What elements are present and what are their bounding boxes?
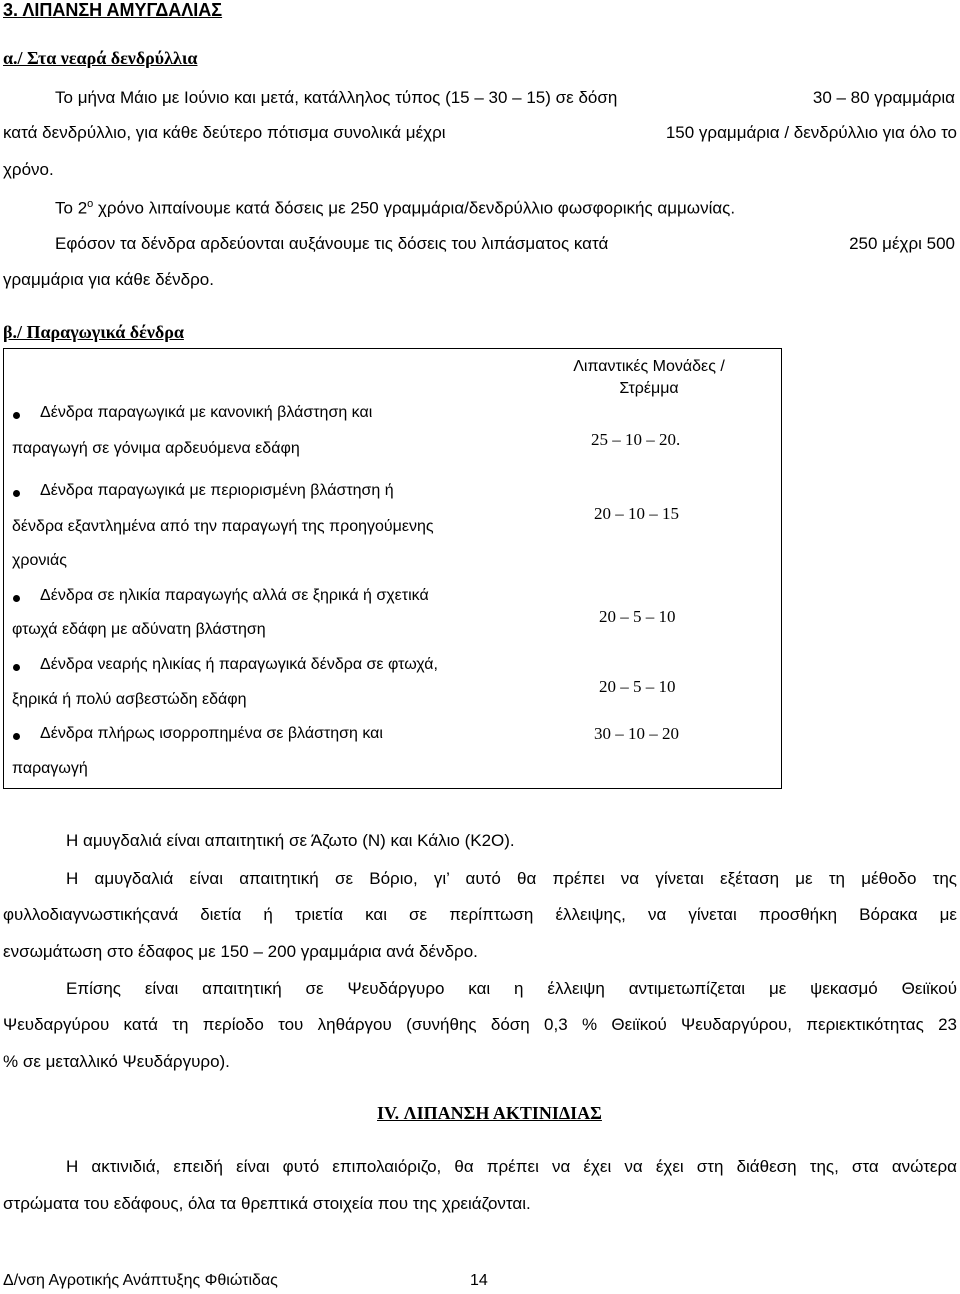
table-header-line: Λιπαντικές Μονάδες / bbox=[573, 358, 725, 375]
paragraph-line: % σε μεταλλικό Ψευδάργυρο). bbox=[3, 1052, 230, 1071]
table-row-value: 20 – 10 – 15 bbox=[594, 504, 679, 523]
table-row-desc: χρονιάς bbox=[12, 552, 67, 569]
paragraph-line: ενσωμάτωση στο έδαφος με 150 – 200 γραμμάρια ανά δένδρο. bbox=[3, 942, 478, 961]
table-row-desc: δένδρα εξαντλημένα από την παραγωγή της προηγούμενης bbox=[12, 518, 434, 535]
table-row-desc: Δένδρα παραγωγικά με περιορισμένη βλάστηση ή bbox=[40, 482, 394, 499]
paragraph-line: Εφόσον τα δένδρα αρδεύονται αυξάνουμε τις δόσεις του λιπάσματος κατά bbox=[55, 234, 609, 253]
paragraph-line-dose: 30 – 80 γραμμάρια bbox=[812, 88, 955, 107]
text-part: Το 2 bbox=[55, 198, 88, 218]
bullet-icon bbox=[13, 490, 20, 497]
paragraph-line-total: 150 γραμμάρια / δενδρύλλιο για όλο το bbox=[665, 123, 957, 142]
table-row-desc: φτωχά εδάφη με αδύνατη βλάστηση bbox=[12, 621, 266, 638]
paragraph-line: Η αμυγδαλιά είναι απαιτητική σε Βόριο, γι’ αυτό θα πρέπει να γίνεται εξέταση με τη μέθοδο της bbox=[66, 869, 957, 888]
table-row-value: 20 – 5 – 10 bbox=[599, 677, 676, 696]
paragraph-line: Η αμυγδαλιά είναι απαιτητική σε Άζωτο (Ν) και Κάλιο (Κ2Ο). bbox=[66, 831, 515, 850]
footer-page-number: 14 bbox=[470, 1272, 488, 1289]
section-heading-3: 3. ΛΙΠΑΝΣΗ ΑΜΥΓΔΑΛΙΑΣ bbox=[3, 0, 223, 20]
paragraph-line: Η ακτινιδιά, επειδή είναι φυτό επιπολαιόριζο, θα πρέπει να έχει να έχει στη διάθεση της, στα ανώτερα bbox=[66, 1157, 957, 1176]
table-row-value: 20 – 5 – 10 bbox=[599, 607, 676, 626]
paragraph-line: γραμμάρια για κάθε δένδρο. bbox=[3, 270, 214, 289]
subsection-title-b: β./ Παραγωγικά δένδρα bbox=[3, 322, 184, 342]
bullet-icon bbox=[13, 412, 20, 419]
table-row-value: 25 – 10 – 20. bbox=[591, 430, 681, 449]
bullet-icon bbox=[13, 595, 20, 602]
paragraph-line: κατά δενδρύλλιο, για κάθε δεύτερο πότισμα συνολικά μέχρι bbox=[3, 123, 446, 142]
text-part: χρόνο λιπαίνουμε κατά δόσεις με 250 γραμμάρια/δενδρύλλιο φωσφορικής αμμωνίας. bbox=[93, 198, 736, 218]
table-row-desc: παραγωγή bbox=[12, 760, 88, 777]
bullet-icon bbox=[13, 664, 20, 671]
paragraph-line: Επίσης είναι απαιτητική σε Ψευδάργυρο και η έλλειψη αντιμετωπίζεται με ψεκασμό Θειϊκού bbox=[66, 979, 957, 998]
table-row-desc: Δένδρα νεαρής ηλικίας ή παραγωγικά δένδρα σε φτωχά, bbox=[40, 656, 438, 673]
table-row-desc: παραγωγή σε γόνιμα αρδευόμενα εδάφη bbox=[12, 440, 300, 457]
footer-org: Δ/νση Αγροτικής Ανάπτυξης Φθιώτιδας bbox=[3, 1272, 278, 1289]
section-heading-iv: IV. ΛΙΠΑΝΣΗ ΑΚΤΙΝΙΔΙΑΣ bbox=[377, 1103, 602, 1123]
paragraph-line-dose: 250 μέχρι 500 bbox=[849, 234, 955, 253]
superscript: ο bbox=[87, 198, 94, 210]
table-header-line: Στρέμμα bbox=[619, 380, 679, 397]
paragraph-second-year bbox=[55, 198, 735, 219]
table-row-desc: Δένδρα σε ηλικία παραγωγής αλλά σε ξηρικά ή σχετικά bbox=[40, 587, 429, 604]
paragraph-line: χρόνο. bbox=[3, 160, 54, 179]
table-row-desc: Δένδρα πλήρως ισορροπημένα σε βλάστηση και bbox=[40, 725, 383, 742]
paragraph-line: στρώματα του εδάφους, όλα τα θρεπτικά στοιχεία που της χρειάζονται. bbox=[3, 1194, 531, 1213]
bullet-icon bbox=[13, 733, 20, 740]
paragraph-line: Ψευδαργύρου κατά τη περίοδο του ληθάργου (συνήθης δόση 0,3 % Θειϊκού Ψευδαργύρου, περιεκτικότητας 23 bbox=[3, 1015, 957, 1034]
paragraph-line: φυλλοδιαγνωστικήςανά διετία ή τριετία και σε περίπτωση έλλειψης, να γίνεται προσθήκη Βόρακα με bbox=[3, 905, 957, 924]
table-row-desc: Δένδρα παραγωγικά με κανονική βλάστηση και bbox=[40, 404, 373, 421]
table-row-desc: ξηρικά ή πολύ ασβεστώδη εδάφη bbox=[12, 691, 247, 708]
subsection-title-a: α./ Στα νεαρά δενδρύλλια bbox=[3, 48, 198, 68]
table-row-value: 30 – 10 – 20 bbox=[594, 724, 679, 743]
paragraph-line: Το μήνα Μάιο με Ιούνιο και μετά, κατάλληλος τύπος (15 – 30 – 15) σε δόση bbox=[55, 88, 618, 107]
table-header bbox=[520, 358, 778, 398]
